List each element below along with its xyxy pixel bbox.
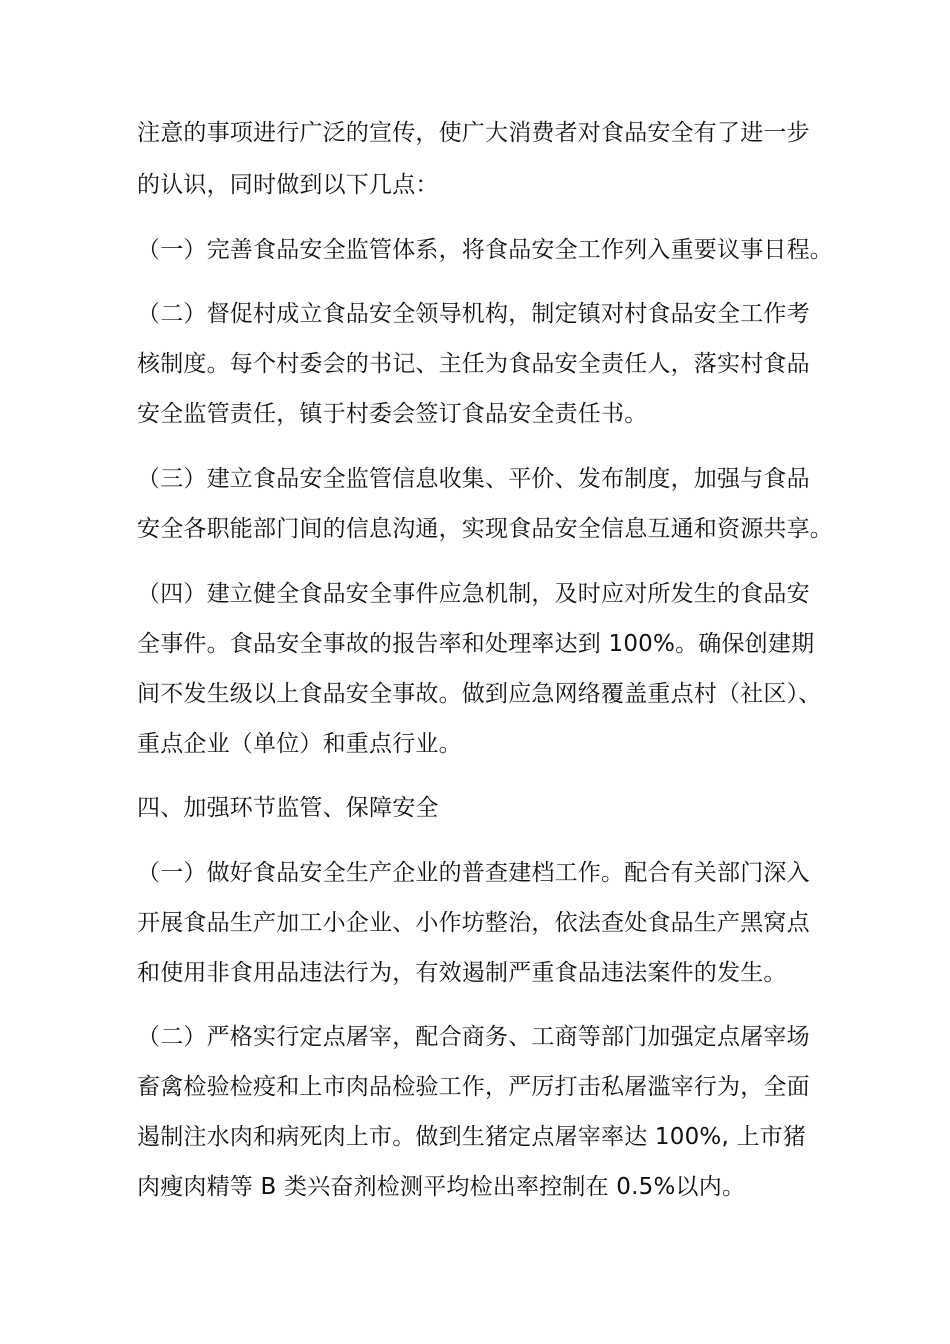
text-line-19: 遏制注水肉和病死肉上市。做到生猪定点屠宰率达 100%, 上市猪 <box>137 1124 807 1150</box>
text-line-6: 安全监管责任，镇于村委会签订食品安全责任书。 <box>137 401 648 427</box>
text-line-7: （三）建立食品安全监管信息收集、平价、发布制度，加强与食品 <box>137 466 810 492</box>
text-line-17: （二）严格实行定点屠宰，配合商务、工商等部门加强定点屠宰场 <box>137 1024 810 1050</box>
text-line-16: 和使用非食用品违法行为，有效遏制严重食品违法案件的发生。 <box>137 960 787 986</box>
text-line-12: 重点企业（单位）和重点行业。 <box>137 731 462 757</box>
text-line-2: 的认识，同时做到以下几点： <box>137 172 439 198</box>
text-line-15: 开展食品生产加工小企业、小作坊整治，依法查处食品生产黑窝点 <box>137 910 810 936</box>
text-line-14: （一）做好食品安全生产企业的普查建档工作。配合有关部门深入 <box>137 860 810 886</box>
text-line-1: 注意的事项进行广泛的宣传，使广大消费者对食品安全有了进一步 <box>137 120 810 146</box>
text-line-20: 肉瘦肉精等 B 类兴奋剂检测平均检出率控制在 0.5%以内。 <box>137 1174 746 1200</box>
text-line-18: 畜禽检验检疫和上市肉品检验工作，严厉打击私屠滥宰行为，全面 <box>137 1074 810 1100</box>
text-line-5: 核制度。每个村委会的书记、主任为食品安全责任人，落实村食品 <box>137 351 810 377</box>
text-line-4: （二）督促村成立食品安全领导机构，制定镇对村食品安全工作考 <box>137 301 810 327</box>
text-line-8: 安全各职能部门间的信息沟通，实现食品安全信息互通和资源共享。 <box>137 516 833 542</box>
text-line-3: （一）完善食品安全监管体系，将食品安全工作列入重要议事日程。 <box>137 237 833 263</box>
section-heading: 四、加强环节监管、保障安全 <box>137 795 439 821</box>
text-line-9: （四）建立健全食品安全事件应急机制，及时应对所发生的食品安 <box>137 581 810 607</box>
text-line-10: 全事件。食品安全事故的报告率和处理率达到 100%。确保创建期 <box>137 631 815 657</box>
text-line-11: 间不发生级以上食品安全事故。做到应急网络覆盖重点村（社区）、 <box>137 681 822 707</box>
